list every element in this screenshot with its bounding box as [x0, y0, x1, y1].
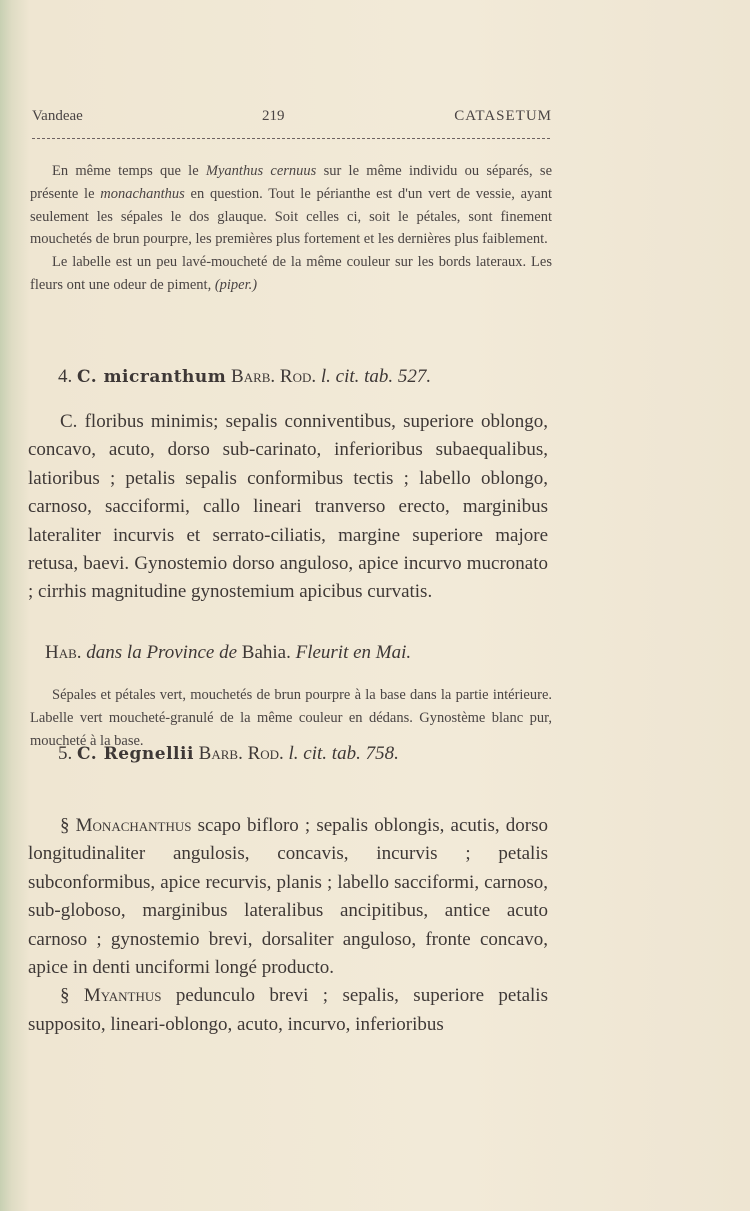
page-number: 219 — [262, 108, 285, 124]
species-name: C. micranthum — [77, 367, 227, 387]
intro-text — [30, 160, 552, 297]
running-header — [32, 108, 552, 132]
species-number: 4. — [58, 366, 73, 387]
intro-paragraph-1: En même temps que le Myanthus cernuus sur le même individu ou séparés, se présente le monachanthus en question. Tout le périanthe est d'un vert de vessie, ayant seulement les sépales le dos glauque. Soit celles ci, soit le pétales, sont finement mouchetés de brun pourpre, les premières plus fortement et les dernières plus faiblement. — [30, 163, 553, 248]
species-reference: l. cit. tab. 527. — [320, 366, 432, 387]
habitat-label: Hab. — [45, 642, 82, 663]
species-author: Barb. Rod. — [231, 366, 317, 387]
section-title: Vandeae — [32, 108, 83, 124]
latin-description-5 — [28, 812, 548, 1039]
habitat-place: Bahia. — [241, 642, 291, 663]
species-heading-4 — [58, 366, 431, 388]
species-name: C. Regnellii — [77, 744, 194, 764]
species-reference: l. cit. tab. 758. — [288, 743, 399, 764]
species-author: Barb. Rod. — [198, 743, 284, 764]
species-number: 5. — [58, 743, 73, 764]
myanthus-paragraph: § Myanthus pedunculo brevi ; sepalis, superiore petalis supposito, lineari-oblongo, acuto, incurvo, inferioribus — [28, 985, 548, 1035]
intro-paragraph-2: Le labelle est un peu lavé-moucheté de la même couleur sur les bords lateraux. Les fleurs ont une odeur de piment, (piper.) — [30, 254, 552, 293]
latin-description-4: C. floribus minimis; sepalis conniventibus, superiore oblongo, concavo, acuto, dorso sub-carinato, inferioribus subaequalibus, latioribus ; petalis sepalis conformibus tectis ; labello oblongo, carnoso, sacciformi, callo lineari tranverso erecto, marginibus lateraliter incurvis et serrato-ciliatis, margine superiore majore retusa, baevi. Gynostemio dorso anguloso, apice incurvo mucronato ; cirrhis magnitudine gynostemium apicibus curvatis. — [28, 411, 548, 603]
french-description-4: Sépales et pétales vert, mouchetés de brun pourpre à la base dans la partie intérieure. Labelle vert moucheté-granulé de la même couleur en dédans. Gynostème blanc pur, moucheté à la base. — [30, 687, 552, 749]
monachanthus-paragraph: § Monachanthus scapo bifloro ; sepalis oblongis, acutis, dorso longitudinaliter angulosis, concavis, incurvis ; petalis subconformibus, apice recurvis, planis ; labello sacciformi, carnoso, sub-globoso, marginibus lateralibus ancipitibus, antice acuto carnoso ; gynostemio brevi, dorsaliter anguloso, fronte concavo, apice in denti unciformi longé producto. — [28, 815, 548, 979]
species-heading-5 — [58, 743, 399, 765]
habitat-line: Hab. dans la Province de Bahia. Fleurit en Mai. — [45, 642, 412, 663]
genus-title: CATASETUM — [454, 108, 552, 124]
header-rule — [32, 138, 550, 139]
